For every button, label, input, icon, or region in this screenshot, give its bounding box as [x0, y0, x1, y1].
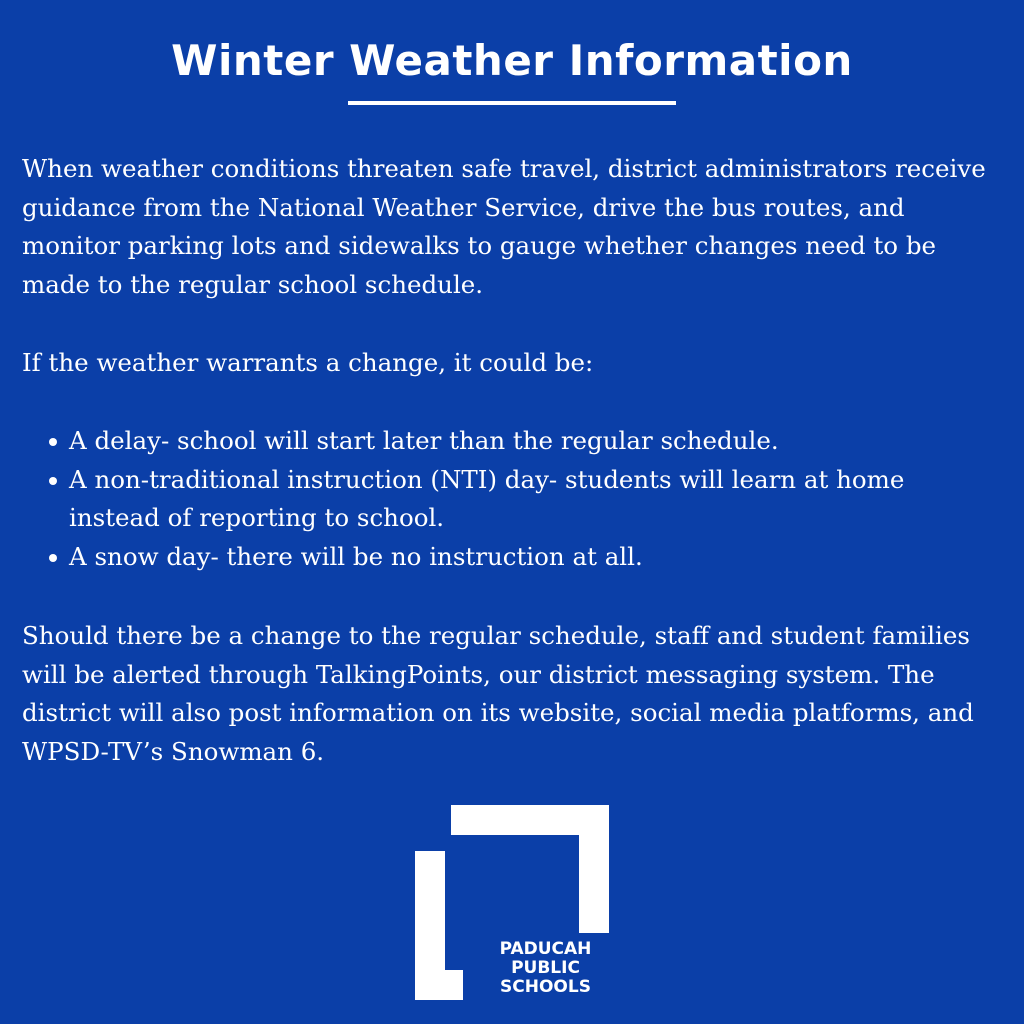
- bullet-icon: [49, 477, 57, 485]
- bullet-icon: [49, 438, 57, 446]
- list-item-text: A snow day- there will be no instruction at all.: [69, 541, 643, 571]
- intro-paragraph: When weather conditions threaten safe travel, district administrators receive guidance from the National Weather Service, drive the bus routes, and monitor parking lots and sidewalks to gauge whether changes need to be made to the regular school schedule.: [22, 154, 986, 299]
- page-title: Winter Weather Information: [171, 36, 853, 85]
- schedule-change-options-list: [22, 422, 1002, 576]
- bullet-icon: [49, 554, 57, 562]
- logo-line-1: PADUCAH: [499, 939, 592, 959]
- list-item-text: A delay- school will start later than the regular schedule.: [69, 426, 779, 455]
- list-item-text: A non-traditional instruction (NTI) day- students will learn at home instead of reporting to school.: [69, 464, 905, 532]
- list-item-delay: [22, 422, 1002, 461]
- notification-paragraph: Should there be a change to the regular schedule, staff and student families will be alerted through TalkingPoints, our district messaging system. The district will also post information on its website, social media platforms, and WPSD-TV’s Snowman 6.: [22, 621, 974, 766]
- logo-line-2: PUBLIC: [511, 958, 580, 978]
- lead-in-paragraph: If the weather warrants a change, it could be:: [22, 348, 594, 377]
- list-item-nti-day: [22, 461, 1002, 538]
- list-item-snow-day: [22, 538, 1002, 577]
- title-divider: [348, 101, 676, 105]
- logo-line-3: SCHOOLS: [500, 977, 591, 997]
- logo-wordmark: [478, 940, 613, 997]
